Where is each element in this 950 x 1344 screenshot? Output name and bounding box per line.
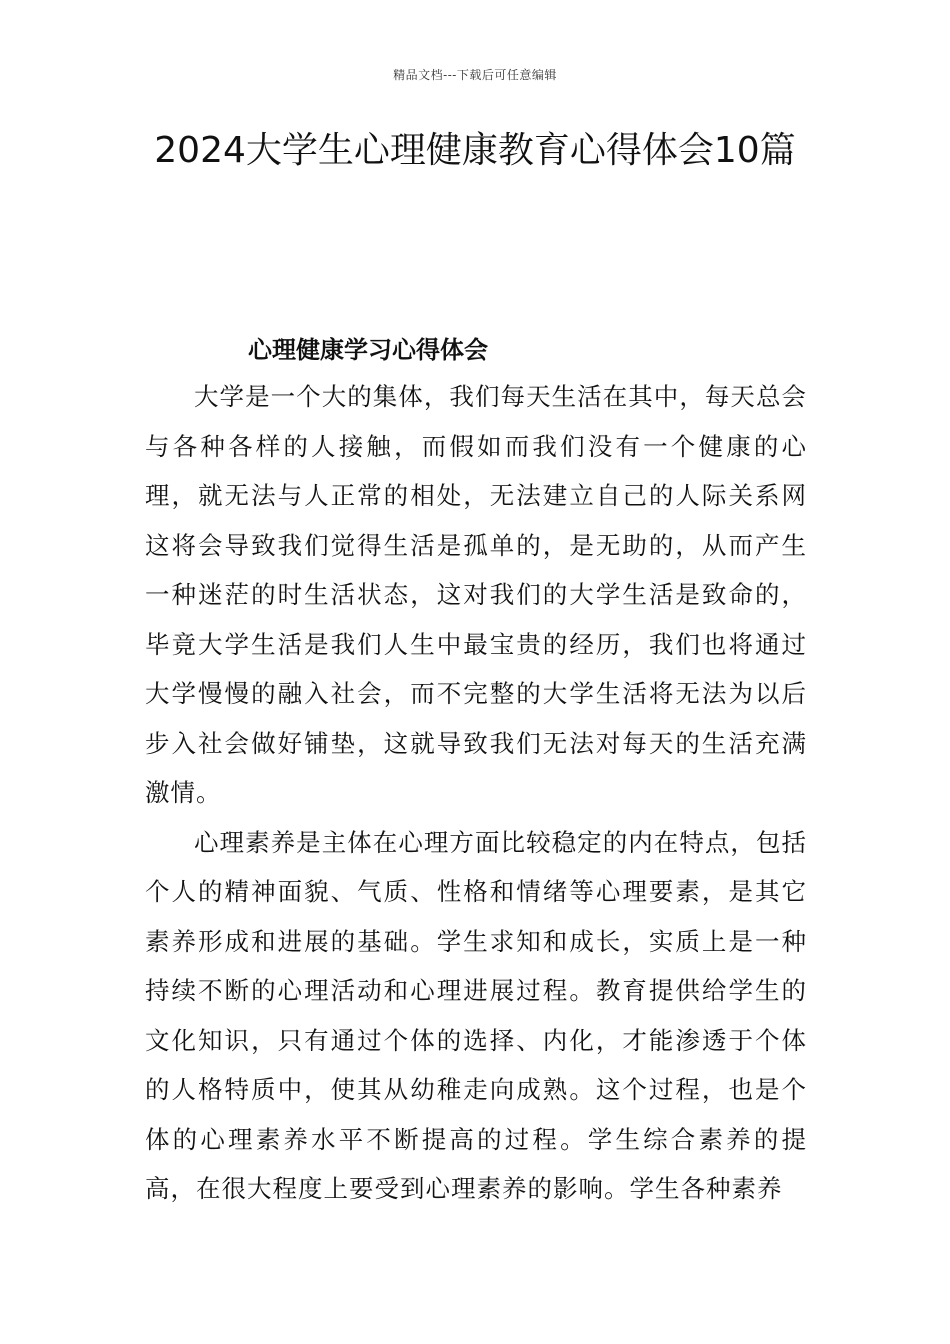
- document-title: 2024大学生心理健康教育心得体会10篇: [154, 130, 796, 171]
- paragraph-2: 心理素养是主体在心理方面比较稳定的内在特点，包括个人的精神面貌、气质、性格和情绪等心理要素，是其它素养形成和进展的基础。学生求知和成长，实质上是一种持续不断的心理活动和心理进展过程。教育提供给学生的文化知识，只有通过个体的选择、内化，才能渗透于个体的人格特质中，使其从幼稚走向成熟。这个过程，也是个体的心理素养水平不断提高的过程。学生综合素养的提高，在很大程度上要受到心理素养的影响。学生各种素养: [145, 827, 807, 1203]
- section-heading: 心理健康学习心得体会: [248, 335, 488, 364]
- paragraph-1: 大学是一个大的集体，我们每天生活在其中，每天总会与各种各样的人接触，而假如而我们没有一个健康的心理，就无法与人正常的相处，无法建立自己的人际关系网这将会导致我们觉得生活是孤单的，是无助的，从而产生一种迷茫的时生活状态，这对我们的大学生活是致命的，毕竟大学生活是我们人生中最宝贵的经历，我们也将通过大学慢慢的融入社会，而不完整的大学生活将无法为以后步入社会做好铺垫，这就导致我们无法对每天的生活充满激情。: [145, 382, 807, 807]
- header-note: 精品文档---下载后可任意编辑: [393, 68, 557, 82]
- document-body: [145, 372, 807, 1214]
